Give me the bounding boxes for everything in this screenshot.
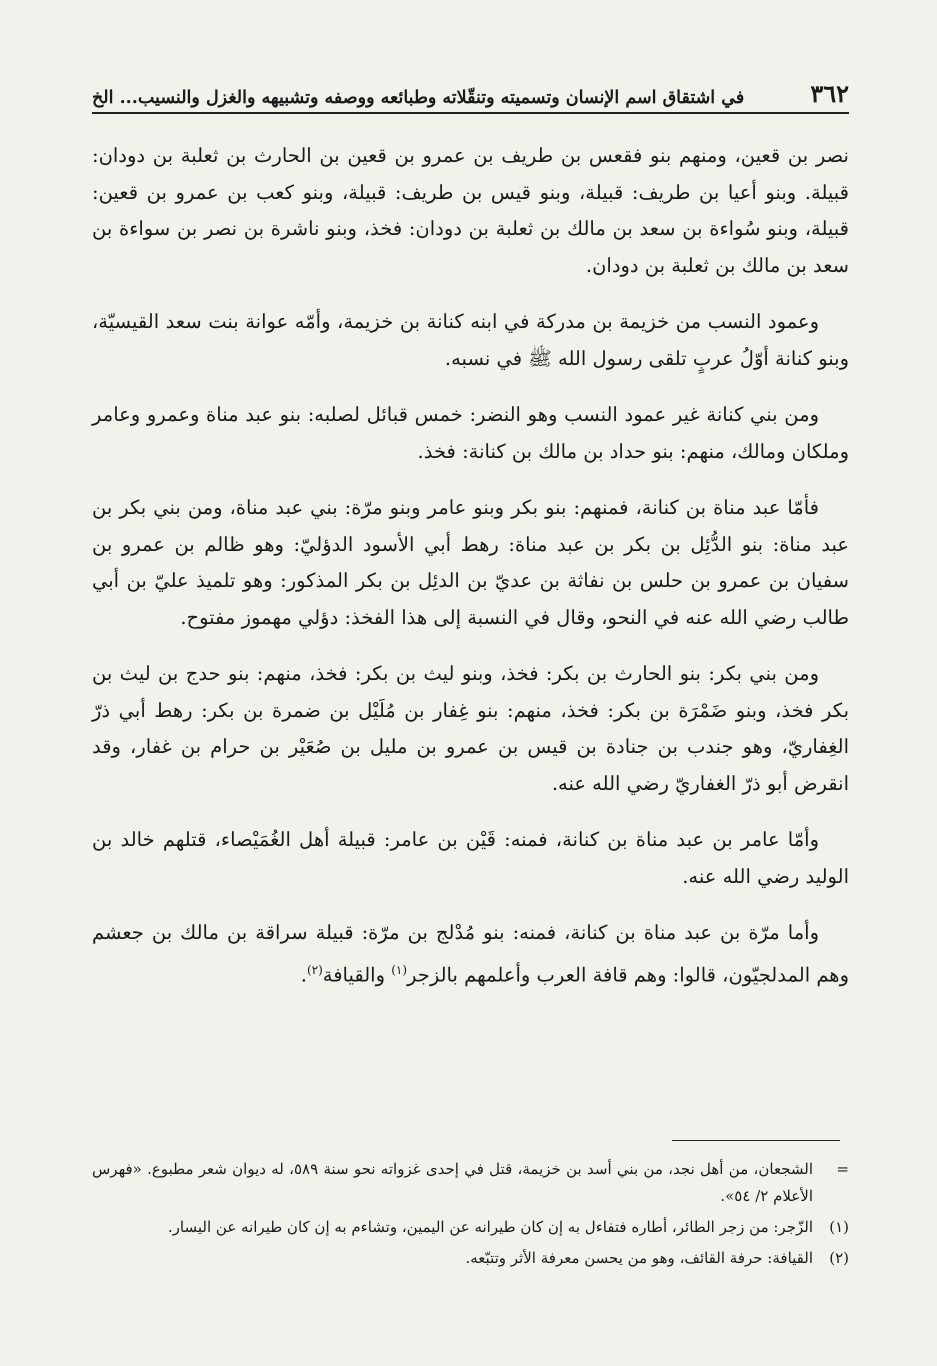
footnote-mark: (٢) <box>829 1249 849 1267</box>
paragraph-text: . <box>300 963 307 986</box>
paragraph: ومن بني بكر: بنو الحارث بن بكر: فخذ، وبنو ليث بن بكر: فخذ، منهم: بنو حدج بن ليث بن بكر فخذ، وبنو ضَمْرَة بن بكر: فخذ، منهم: بنو غِفار بن مُلَيْل بن ضمرة بن بكر: رهط أبي ذرّ الغِفاريّ، وهو جندب بن جنادة بن قيس بن عمرو بن مليل بن صُعَيْر بن حرام بن غفار، وقد انقرض أبو ذرّ الغفاريّ رضي الله عنه. <box>92 662 849 795</box>
footnotes <box>92 1156 849 1276</box>
running-header <box>92 80 849 114</box>
footnote-mark: = <box>836 1160 849 1178</box>
paragraph: وأمّا عامر بن عبد مناة بن كنانة، فمنه: قَيْن بن عامر: قبيلة أهل الغُمَيْصاء، قتلهم خالد بن الوليد رضي الله عنه. <box>92 828 849 888</box>
paragraph: فأمّا عبد مناة بن كنانة، فمنهم: بنو بكر وبنو عامر وبنو مرّة: بني عبد مناة، ومن بني بكر بن عبد مناة: بنو الدُّئِل بن بكر بن عبد مناة: رهط أبي الأسود الدؤليّ: وهو ظالم بن عمرو بن سفيان بن عمرو بن حلس بن نفاثة بن عديّ بن الدئِل بن بكر المذكور: وهو تلميذ عليّ بن أبي طالب رضي الله عنه في النحو، وقال في النسبة إلى هذا الفخذ: دؤلي مهموز مفتوح. <box>92 496 850 629</box>
footnote-divider <box>672 1140 840 1141</box>
page-number: ٣٦٢ <box>810 79 849 108</box>
footnote <box>92 1245 849 1272</box>
footnote <box>92 1214 849 1241</box>
footnote-ref[interactable]: (١) <box>391 962 408 977</box>
paragraph-text: والقيافة <box>322 963 386 986</box>
running-title: في اشتقاق اسم الإنسان وتسميته وتنقّلاته وطبائعه ووصفه وتشبيهه والغزل والنسيب... الخ <box>92 88 745 108</box>
footnote-mark: (١) <box>829 1218 849 1236</box>
paragraph: ومن بني كنانة غير عمود النسب وهو النضر: خمس قبائل لصلبه: بنو عبد مناة وعمرو وعامر وملكان ومالك، منهم: بنو حداد بن مالك بن كنانة: فخذ. <box>92 403 849 463</box>
paragraph <box>92 915 849 994</box>
footnote-text: الزّجر: من زجر الطائر، أطاره فتفاءل به إن كان طيرانه عن اليمين، وتشاءم به إن كان طيرانه عن اليسار. <box>167 1218 813 1236</box>
paragraph-text: وأما مرّة بن عبد مناة بن كنانة، فمنه: بنو مُدْلج بن مرّة: قبيلة سراقة بن مالك بن جعشم وهم المدلجيّون، قالوا: وهم قافة العرب وأعلمهم بالزجر <box>92 921 849 986</box>
footnote <box>92 1156 849 1210</box>
paragraph: وعمود النسب من خزيمة بن مدركة في ابنه كنانة بن خزيمة، وأمّه عوانة بنت سعد القيسيّة، وبنو كنانة أوّلُ عربٍ تلقى رسول الله ﷺ في نسبه. <box>92 310 849 370</box>
main-text <box>92 138 849 1014</box>
footnote-text: الشجعان، من أهل نجد، من بني أسد بن خزيمة، قتل في إحدى غزواته نحو سنة ٥٨٩، له ديوان شعر مطبوع. «فهرس الأعلام ٢/ ٥٤». <box>92 1160 813 1205</box>
paragraph: نصر بن قعين، ومنهم بنو فقعس بن طريف بن عمرو بن قعين بن الحارث بن ثعلبة بن دودان: قبيلة. وبنو أعيا بن طريف: قبيلة، وبنو قيس بن طريف: قبيلة، وبنو كعب بن عمرو بن قعين: قبيلة، وبنو سُواءة بن سعد بن مالك بن ثعلبة بن دودان: فخذ، وبنو ناشرة بن نصر بن سواءة بن سعد بن مالك بن ثعلبة بن دودان. <box>92 144 849 277</box>
footnote-text: القيافة: حرفة القائف، وهو من يحسن معرفة الأثر وتتبّعه. <box>465 1249 813 1267</box>
footnote-ref[interactable]: (٢) <box>306 962 323 977</box>
